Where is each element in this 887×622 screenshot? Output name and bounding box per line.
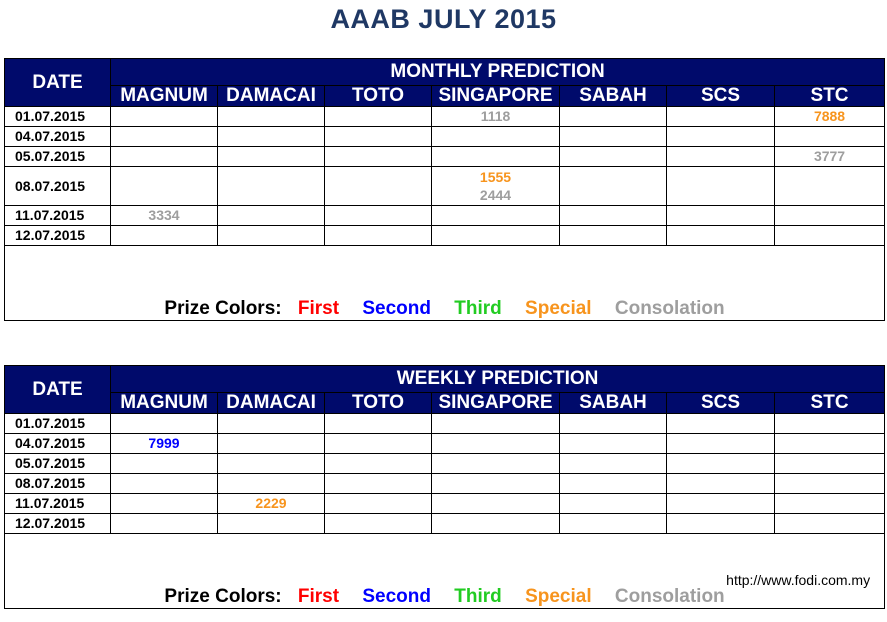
cell-scs bbox=[667, 514, 775, 534]
column-header-scs: SCS bbox=[667, 393, 775, 414]
page-title: AAAB JULY 2015 bbox=[330, 4, 557, 34]
legend-second: Second bbox=[362, 586, 431, 607]
cell-toto bbox=[325, 514, 432, 534]
cell-scs bbox=[667, 434, 775, 454]
weekly-prediction-table bbox=[4, 365, 885, 609]
prediction-number: 1555 bbox=[479, 169, 512, 185]
cell-toto bbox=[325, 107, 432, 127]
cell-toto bbox=[325, 226, 432, 246]
cell-sabah bbox=[560, 107, 667, 127]
cell-damacai bbox=[218, 454, 325, 474]
cell-stc bbox=[775, 514, 885, 534]
cell-singapore bbox=[432, 167, 560, 206]
cell-singapore bbox=[432, 414, 560, 434]
column-header-stc: STC bbox=[775, 393, 885, 414]
date-header: DATE bbox=[5, 59, 111, 107]
prediction-number: 7888 bbox=[813, 108, 846, 124]
legend-consolation: Consolation bbox=[614, 586, 725, 607]
cell-scs bbox=[667, 107, 775, 127]
date-cell: 04.07.2015 bbox=[5, 127, 111, 147]
cell-stc bbox=[775, 147, 885, 167]
column-header-sabah: SABAH bbox=[560, 86, 667, 107]
table-row bbox=[5, 494, 885, 514]
column-header-sabah: SABAH bbox=[560, 393, 667, 414]
cell-scs bbox=[667, 414, 775, 434]
date-cell: 04.07.2015 bbox=[5, 434, 111, 454]
table-row bbox=[5, 107, 885, 127]
column-header-scs: SCS bbox=[667, 86, 775, 107]
cell-sabah bbox=[560, 474, 667, 494]
date-cell: 05.07.2015 bbox=[5, 147, 111, 167]
cell-magnum bbox=[111, 414, 218, 434]
column-header-singapore: SINGAPORE bbox=[432, 86, 560, 107]
cell-singapore bbox=[432, 226, 560, 246]
cell-magnum bbox=[111, 474, 218, 494]
column-header-toto: TOTO bbox=[325, 86, 432, 107]
cell-sabah bbox=[560, 226, 667, 246]
table-row bbox=[5, 414, 885, 434]
legend-cell bbox=[5, 534, 885, 609]
prize-legend bbox=[5, 586, 884, 608]
prize-legend bbox=[5, 298, 884, 320]
prediction-number: 2229 bbox=[255, 495, 287, 511]
cell-singapore bbox=[432, 147, 560, 167]
table-row bbox=[5, 147, 885, 167]
cell-singapore bbox=[432, 474, 560, 494]
cell-toto bbox=[325, 494, 432, 514]
cell-scs bbox=[667, 206, 775, 226]
cell-damacai bbox=[218, 226, 325, 246]
date-cell: 12.07.2015 bbox=[5, 514, 111, 534]
date-cell: 08.07.2015 bbox=[5, 474, 111, 494]
cell-sabah bbox=[560, 414, 667, 434]
cell-sabah bbox=[560, 147, 667, 167]
column-header-singapore: SINGAPORE bbox=[432, 393, 560, 414]
cell-damacai bbox=[218, 127, 325, 147]
table-row bbox=[5, 206, 885, 226]
cell-sabah bbox=[560, 454, 667, 474]
legend-third: Third bbox=[454, 586, 502, 607]
cell-toto bbox=[325, 167, 432, 206]
date-cell: 01.07.2015 bbox=[5, 414, 111, 434]
table-row bbox=[5, 434, 885, 454]
cell-sabah bbox=[560, 434, 667, 454]
monthly-prediction-table bbox=[4, 58, 885, 321]
cell-toto bbox=[325, 434, 432, 454]
date-cell: 05.07.2015 bbox=[5, 454, 111, 474]
table-row bbox=[5, 167, 885, 206]
cell-scs bbox=[667, 226, 775, 246]
cell-singapore bbox=[432, 107, 560, 127]
column-headers bbox=[5, 393, 885, 414]
cell-stc bbox=[775, 454, 885, 474]
date-header: DATE bbox=[5, 366, 111, 414]
table-row bbox=[5, 474, 885, 494]
cell-sabah bbox=[560, 494, 667, 514]
legend-first: First bbox=[297, 298, 340, 319]
cell-damacai bbox=[218, 514, 325, 534]
cell-sabah bbox=[560, 514, 667, 534]
cell-singapore bbox=[432, 127, 560, 147]
cell-stc bbox=[775, 167, 885, 206]
cell-magnum bbox=[111, 147, 218, 167]
cell-magnum bbox=[111, 454, 218, 474]
cell-singapore bbox=[432, 514, 560, 534]
legend-special: Special bbox=[525, 586, 592, 607]
cell-stc bbox=[775, 107, 885, 127]
legend-special: Special bbox=[525, 298, 592, 319]
cell-damacai bbox=[218, 206, 325, 226]
weekly-heading: WEEKLY PREDICTION bbox=[111, 366, 885, 393]
legend-label: Prize Colors: bbox=[164, 586, 282, 607]
cell-stc bbox=[775, 434, 885, 454]
cell-sabah bbox=[560, 127, 667, 147]
cell-scs bbox=[667, 167, 775, 206]
prediction-number: 3777 bbox=[813, 148, 846, 164]
cell-toto bbox=[325, 474, 432, 494]
prediction-number: 2444 bbox=[479, 187, 512, 203]
legend-third: Third bbox=[454, 298, 502, 319]
cell-magnum bbox=[111, 434, 218, 454]
cell-stc bbox=[775, 494, 885, 514]
cell-stc bbox=[775, 206, 885, 226]
cell-stc bbox=[775, 474, 885, 494]
cell-singapore bbox=[432, 206, 560, 226]
cell-toto bbox=[325, 127, 432, 147]
column-header-damacai: DAMACAI bbox=[218, 86, 325, 107]
legend-label: Prize Colors: bbox=[164, 298, 282, 319]
monthly-heading: MONTHLY PREDICTION bbox=[111, 59, 885, 86]
cell-damacai bbox=[218, 107, 325, 127]
date-cell: 01.07.2015 bbox=[5, 107, 111, 127]
table-row bbox=[5, 454, 885, 474]
column-header-magnum: MAGNUM bbox=[111, 86, 218, 107]
cell-stc bbox=[775, 127, 885, 147]
prediction-number: 3334 bbox=[148, 207, 180, 223]
cell-damacai bbox=[218, 494, 325, 514]
prediction-number: 1118 bbox=[480, 108, 511, 124]
cell-sabah bbox=[560, 206, 667, 226]
cell-sabah bbox=[560, 167, 667, 206]
cell-damacai bbox=[218, 414, 325, 434]
legend-consolation: Consolation bbox=[614, 298, 725, 319]
cell-singapore bbox=[432, 454, 560, 474]
cell-scs bbox=[667, 474, 775, 494]
cell-damacai bbox=[218, 167, 325, 206]
table-row bbox=[5, 127, 885, 147]
legend-first: First bbox=[297, 586, 340, 607]
cell-scs bbox=[667, 147, 775, 167]
legend-second: Second bbox=[362, 298, 431, 319]
legend-cell bbox=[5, 246, 885, 321]
cell-toto bbox=[325, 454, 432, 474]
column-headers bbox=[5, 86, 885, 107]
cell-stc bbox=[775, 226, 885, 246]
cell-damacai bbox=[218, 434, 325, 454]
date-cell: 12.07.2015 bbox=[5, 226, 111, 246]
cell-scs bbox=[667, 127, 775, 147]
cell-damacai bbox=[218, 474, 325, 494]
table-row bbox=[5, 226, 885, 246]
column-header-damacai: DAMACAI bbox=[218, 393, 325, 414]
cell-singapore bbox=[432, 494, 560, 514]
column-header-toto: TOTO bbox=[325, 393, 432, 414]
cell-magnum bbox=[111, 514, 218, 534]
date-cell: 11.07.2015 bbox=[5, 494, 111, 514]
cell-stc bbox=[775, 414, 885, 434]
cell-magnum bbox=[111, 226, 218, 246]
cell-singapore bbox=[432, 434, 560, 454]
cell-magnum bbox=[111, 494, 218, 514]
column-header-stc: STC bbox=[775, 86, 885, 107]
website-link[interactable]: http://www.fodi.com.my bbox=[726, 572, 871, 588]
cell-toto bbox=[325, 206, 432, 226]
cell-magnum bbox=[111, 107, 218, 127]
cell-magnum bbox=[111, 167, 218, 206]
cell-magnum bbox=[111, 127, 218, 147]
date-cell: 11.07.2015 bbox=[5, 206, 111, 226]
cell-toto bbox=[325, 414, 432, 434]
cell-damacai bbox=[218, 147, 325, 167]
cell-scs bbox=[667, 494, 775, 514]
cell-magnum bbox=[111, 206, 218, 226]
cell-toto bbox=[325, 147, 432, 167]
cell-scs bbox=[667, 454, 775, 474]
column-header-magnum: MAGNUM bbox=[111, 393, 218, 414]
date-cell: 08.07.2015 bbox=[5, 167, 111, 206]
table-row bbox=[5, 514, 885, 534]
prediction-number: 7999 bbox=[148, 435, 180, 451]
